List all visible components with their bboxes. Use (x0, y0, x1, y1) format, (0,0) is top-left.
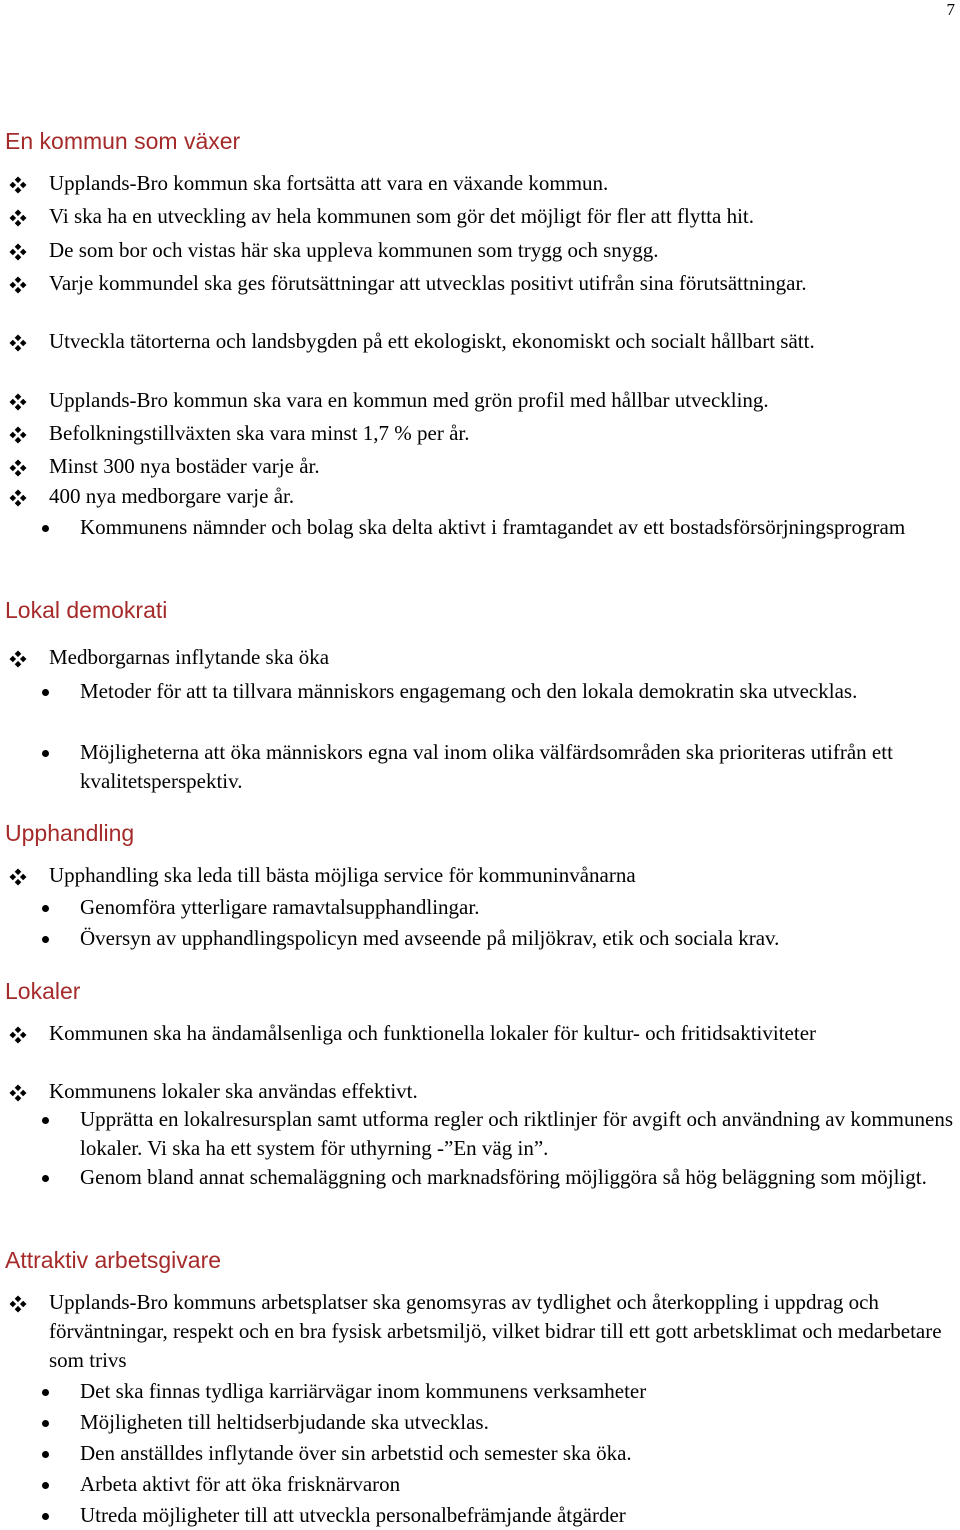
list-item: De som bor och vistas här ska uppleva kommunen som trygg och snygg. (49, 236, 956, 265)
diamond-bullet-icon (9, 1084, 27, 1102)
diamond-bullet-icon (9, 650, 27, 668)
list-item: Översyn av upphandlingspolicyn med avseende på miljökrav, etik och sociala krav. (80, 924, 956, 953)
list-item: Genom bland annat schemaläggning och marknadsföring möjliggöra så hög beläggning som möjligt. (80, 1163, 956, 1192)
bullet-dot-icon (42, 905, 49, 912)
diamond-bullet-icon (9, 209, 27, 227)
bullet-dot-icon (42, 750, 49, 757)
list-item: Upphandling ska leda till bästa möjliga service för kommuninvånarna (49, 861, 956, 890)
list-item: Kommunens nämnder och bolag ska delta aktivt i framtagandet av ett bostadsförsörjningsprogram (80, 513, 956, 542)
bullet-dot-icon (42, 936, 49, 943)
diamond-bullet-icon (9, 1295, 27, 1313)
list-item: Upplands-Bro kommuns arbetsplatser ska genomsyras av tydlighet och återkoppling i uppdrag och förväntningar, respekt och en bra fysisk arbetsmiljö, vilket bidrar till ett gott arbetsklimat och medarbetare som trivs (49, 1288, 956, 1375)
diamond-bullet-icon (9, 276, 27, 294)
list-item: Möjligheten till heltidserbjudande ska utvecklas. (80, 1408, 956, 1437)
section-heading: Lokaler (5, 978, 81, 1004)
list-item: Upprätta en lokalresursplan samt utforma regler och riktlinjer för avgift och användning av kommunens lokaler. Vi ska ha ett system för uthyrning -”En väg in”. (80, 1105, 956, 1163)
list-item: Utreda möjligheter till att utveckla personalbefrämjande åtgärder (80, 1501, 956, 1530)
section-heading: Lokal demokrati (5, 597, 168, 623)
list-item: Den anställdes inflytande över sin arbetstid och semester ska öka. (80, 1439, 956, 1468)
bullet-dot-icon (42, 1175, 49, 1182)
list-item: Metoder för att ta tillvara människors engagemang och den lokala demokratin ska utvecklas. (80, 677, 956, 706)
list-item: Befolkningstillväxten ska vara minst 1,7 % per år. (49, 419, 956, 448)
bullet-dot-icon (42, 1117, 49, 1124)
list-item: Vi ska ha en utveckling av hela kommunen som gör det möjligt för fler att flytta hit. (49, 202, 956, 231)
diamond-bullet-icon (9, 489, 27, 507)
list-item: Varje kommundel ska ges förutsättningar att utvecklas positivt utifrån sina förutsättningar. (49, 269, 956, 298)
bullet-dot-icon (42, 525, 49, 532)
list-item: Medborgarnas inflytande ska öka (49, 643, 956, 672)
list-item: Minst 300 nya bostäder varje år. (49, 452, 956, 481)
bullet-dot-icon (42, 1389, 49, 1396)
list-item: Arbeta aktivt för att öka frisknärvaron (80, 1470, 956, 1499)
bullet-dot-icon (42, 1420, 49, 1427)
section-heading: En kommun som växer (5, 128, 241, 154)
bullet-dot-icon (42, 1451, 49, 1458)
bullet-dot-icon (42, 1482, 49, 1489)
section-heading: Attraktiv arbetsgivare (5, 1247, 222, 1273)
list-item: Genomföra ytterligare ramavtalsupphandlingar. (80, 893, 956, 922)
list-item: Möjligheterna att öka människors egna val inom olika välfärdsområden ska prioriteras utifrån ett kvalitetsperspektiv. (80, 738, 956, 796)
diamond-bullet-icon (9, 426, 27, 444)
list-item: Det ska finnas tydliga karriärvägar inom kommunens verksamheter (80, 1377, 956, 1406)
list-item: Kommunens lokaler ska användas effektivt. (49, 1077, 956, 1106)
bullet-dot-icon (42, 1513, 49, 1520)
diamond-bullet-icon (9, 459, 27, 477)
diamond-bullet-icon (9, 243, 27, 261)
page-number: 7 (946, 0, 955, 19)
bullet-dot-icon (42, 689, 49, 696)
section-heading: Upphandling (5, 820, 135, 846)
diamond-bullet-icon (9, 868, 27, 886)
diamond-bullet-icon (9, 393, 27, 411)
list-item: Kommunen ska ha ändamålsenliga och funktionella lokaler för kultur- och fritidsaktiviteter (49, 1019, 956, 1048)
diamond-bullet-icon (9, 176, 27, 194)
list-item: Upplands-Bro kommun ska fortsätta att vara en växande kommun. (49, 169, 956, 198)
list-item: Utveckla tätorterna och landsbygden på ett ekologiskt, ekonomiskt och socialt hållbart sätt. (49, 327, 956, 356)
diamond-bullet-icon (9, 1026, 27, 1044)
list-item: 400 nya medborgare varje år. (49, 482, 956, 511)
diamond-bullet-icon (9, 334, 27, 352)
list-item: Upplands-Bro kommun ska vara en kommun med grön profil med hållbar utveckling. (49, 386, 956, 415)
